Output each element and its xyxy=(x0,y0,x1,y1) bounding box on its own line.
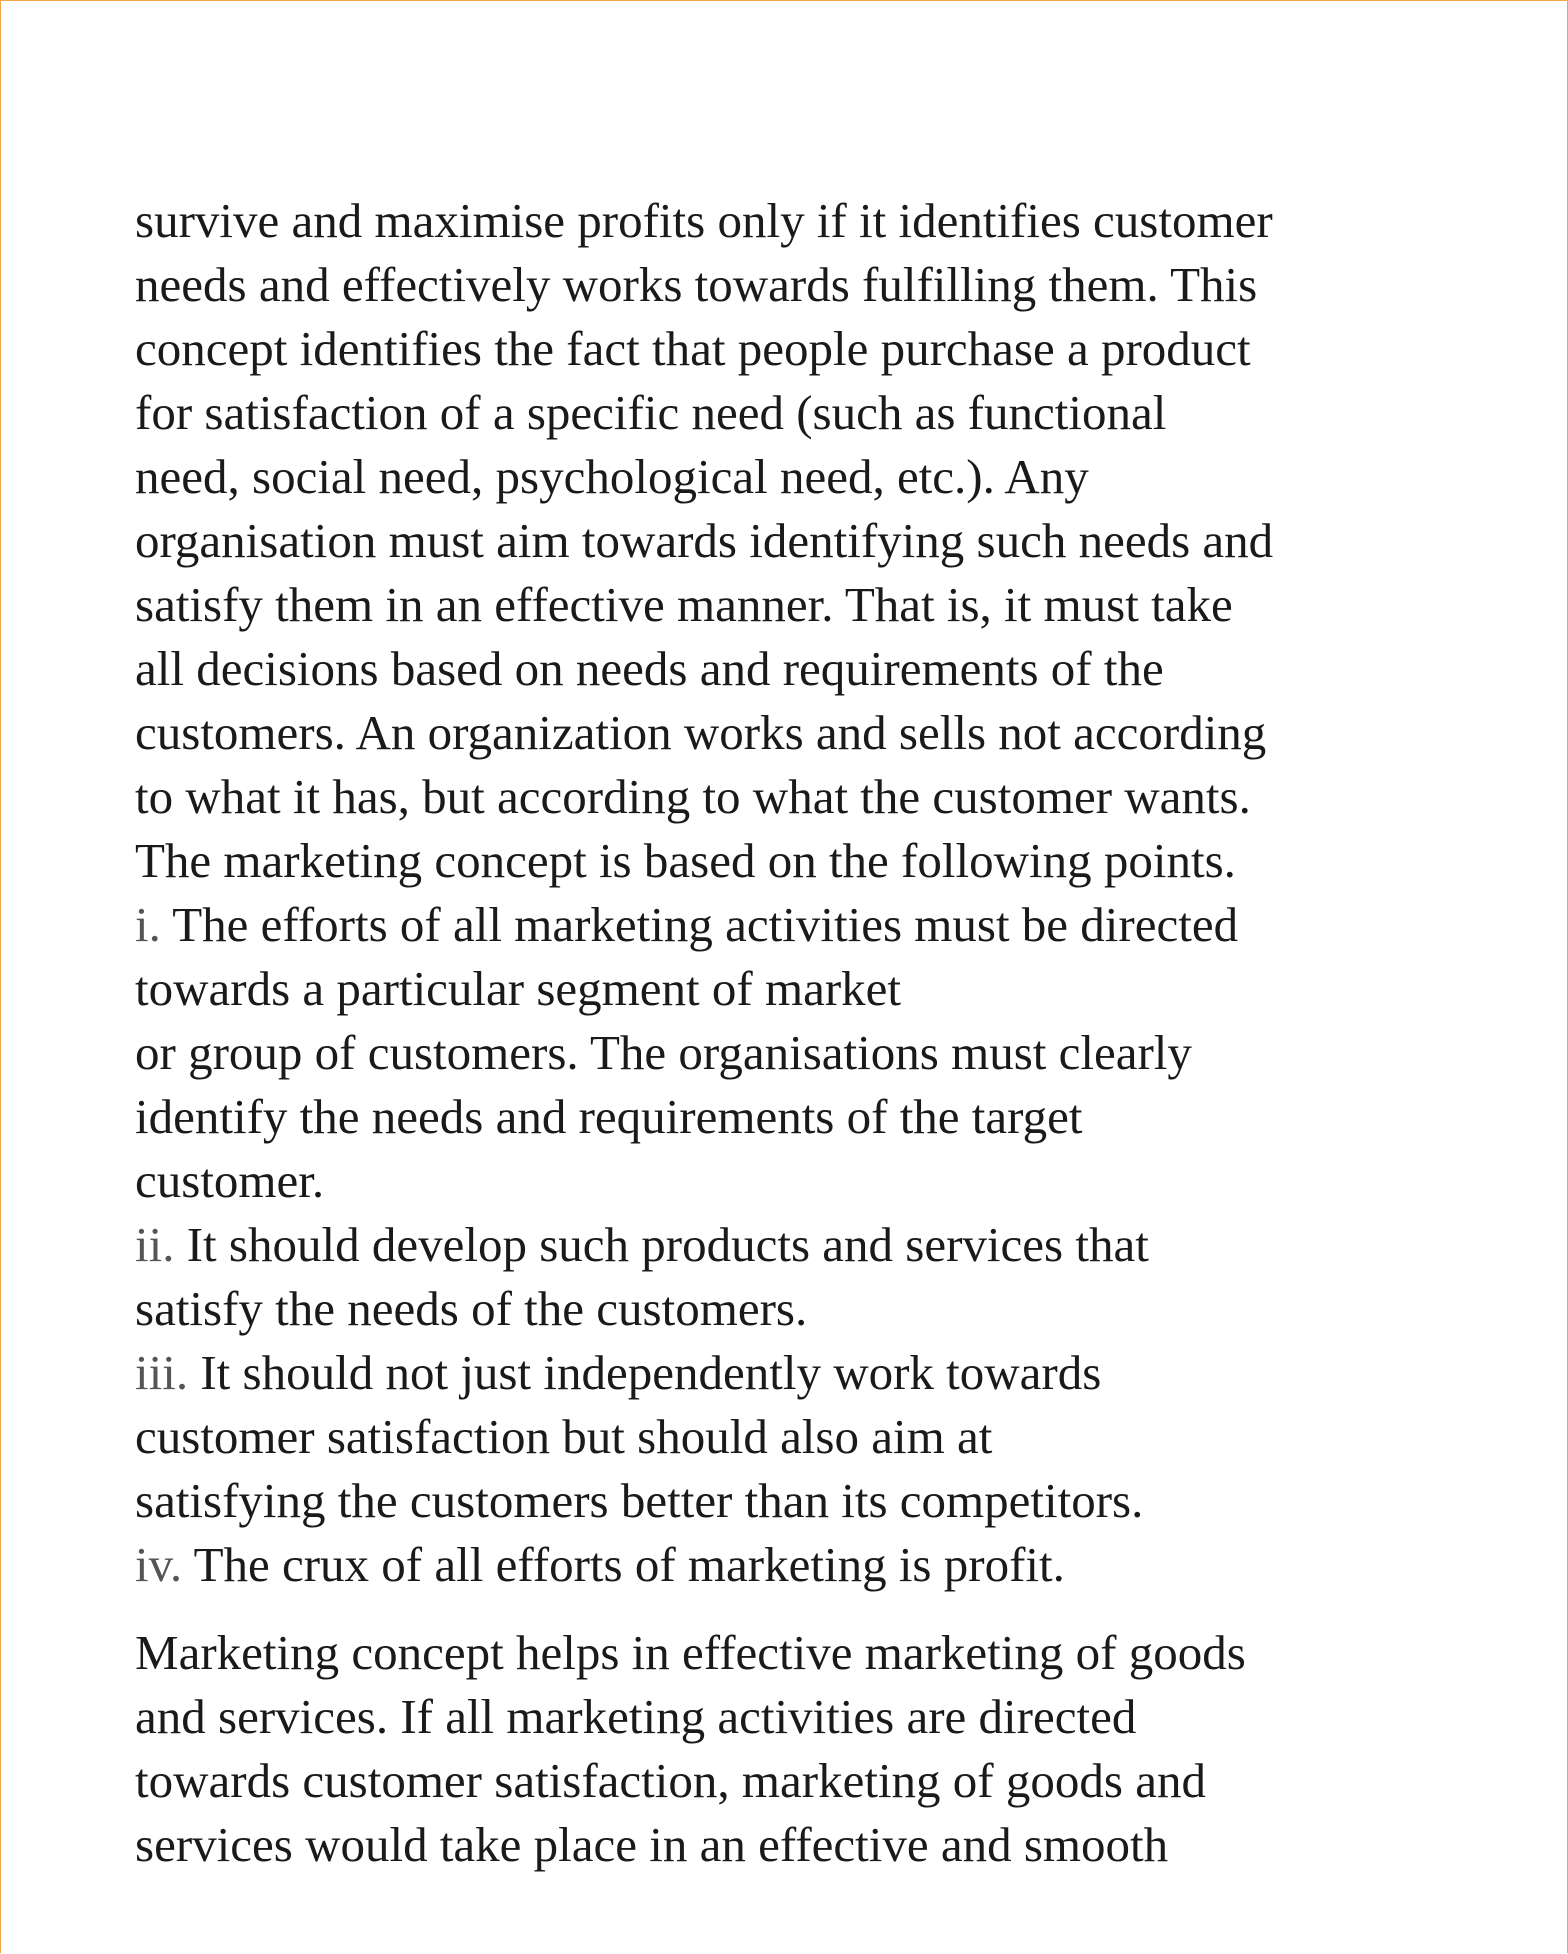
text-line: towards a particular segment of market xyxy=(135,961,902,1016)
text-line: and services. If all marketing activities are directed xyxy=(135,1689,1137,1744)
text-line: The marketing concept is based on the following points. xyxy=(135,833,1236,888)
text-line: customers. An organization works and sells not according xyxy=(135,705,1267,760)
list-item xyxy=(135,893,1273,957)
text-line: customer. xyxy=(135,1153,325,1208)
list-item-text: It should develop such products and services that xyxy=(186,1217,1149,1272)
list-marker: i. xyxy=(135,897,161,952)
list-item xyxy=(135,1341,1273,1405)
list-item xyxy=(135,1533,1273,1597)
body-text xyxy=(135,189,1273,1597)
text-line: concept identifies the fact that people purchase a product xyxy=(135,321,1251,376)
text-line: towards customer satisfaction, marketing of goods and xyxy=(135,1753,1206,1808)
text-line: survive and maximise profits only if it identifies customer xyxy=(135,193,1273,248)
list-marker: iii. xyxy=(135,1345,189,1400)
list-item-text: The crux of all efforts of marketing is profit. xyxy=(193,1537,1065,1592)
text-line: to what it has, but according to what the customer wants. xyxy=(135,769,1251,824)
text-line: customer satisfaction but should also aim at xyxy=(135,1409,993,1464)
text-line: identify the needs and requirements of the target xyxy=(135,1089,1083,1144)
text-line: needs and effectively works towards fulfilling them. This xyxy=(135,257,1258,312)
text-line: satisfying the customers better than its competitors. xyxy=(135,1473,1144,1528)
text-line: organisation must aim towards identifying such needs and xyxy=(135,513,1274,568)
text-line: or group of customers. The organisations must clearly xyxy=(135,1025,1192,1080)
text-line: satisfy the needs of the customers. xyxy=(135,1281,808,1336)
closing-paragraph xyxy=(135,1621,1246,1877)
text-line: satisfy them in an effective manner. That is, it must take xyxy=(135,577,1233,632)
list-item-text: It should not just independently work towards xyxy=(200,1345,1102,1400)
text-line: need, social need, psychological need, etc.). Any xyxy=(135,449,1089,504)
list-marker: iv. xyxy=(135,1537,183,1592)
list-item-text: The efforts of all marketing activities must be directed xyxy=(172,897,1239,952)
text-line: services would take place in an effective and smooth xyxy=(135,1817,1169,1872)
list-marker: ii. xyxy=(135,1217,175,1272)
text-line: Marketing concept helps in effective marketing of goods xyxy=(135,1625,1246,1680)
list-item xyxy=(135,1213,1273,1277)
text-line: all decisions based on needs and requirements of the xyxy=(135,641,1164,696)
text-line: for satisfaction of a specific need (such as functional xyxy=(135,385,1167,440)
